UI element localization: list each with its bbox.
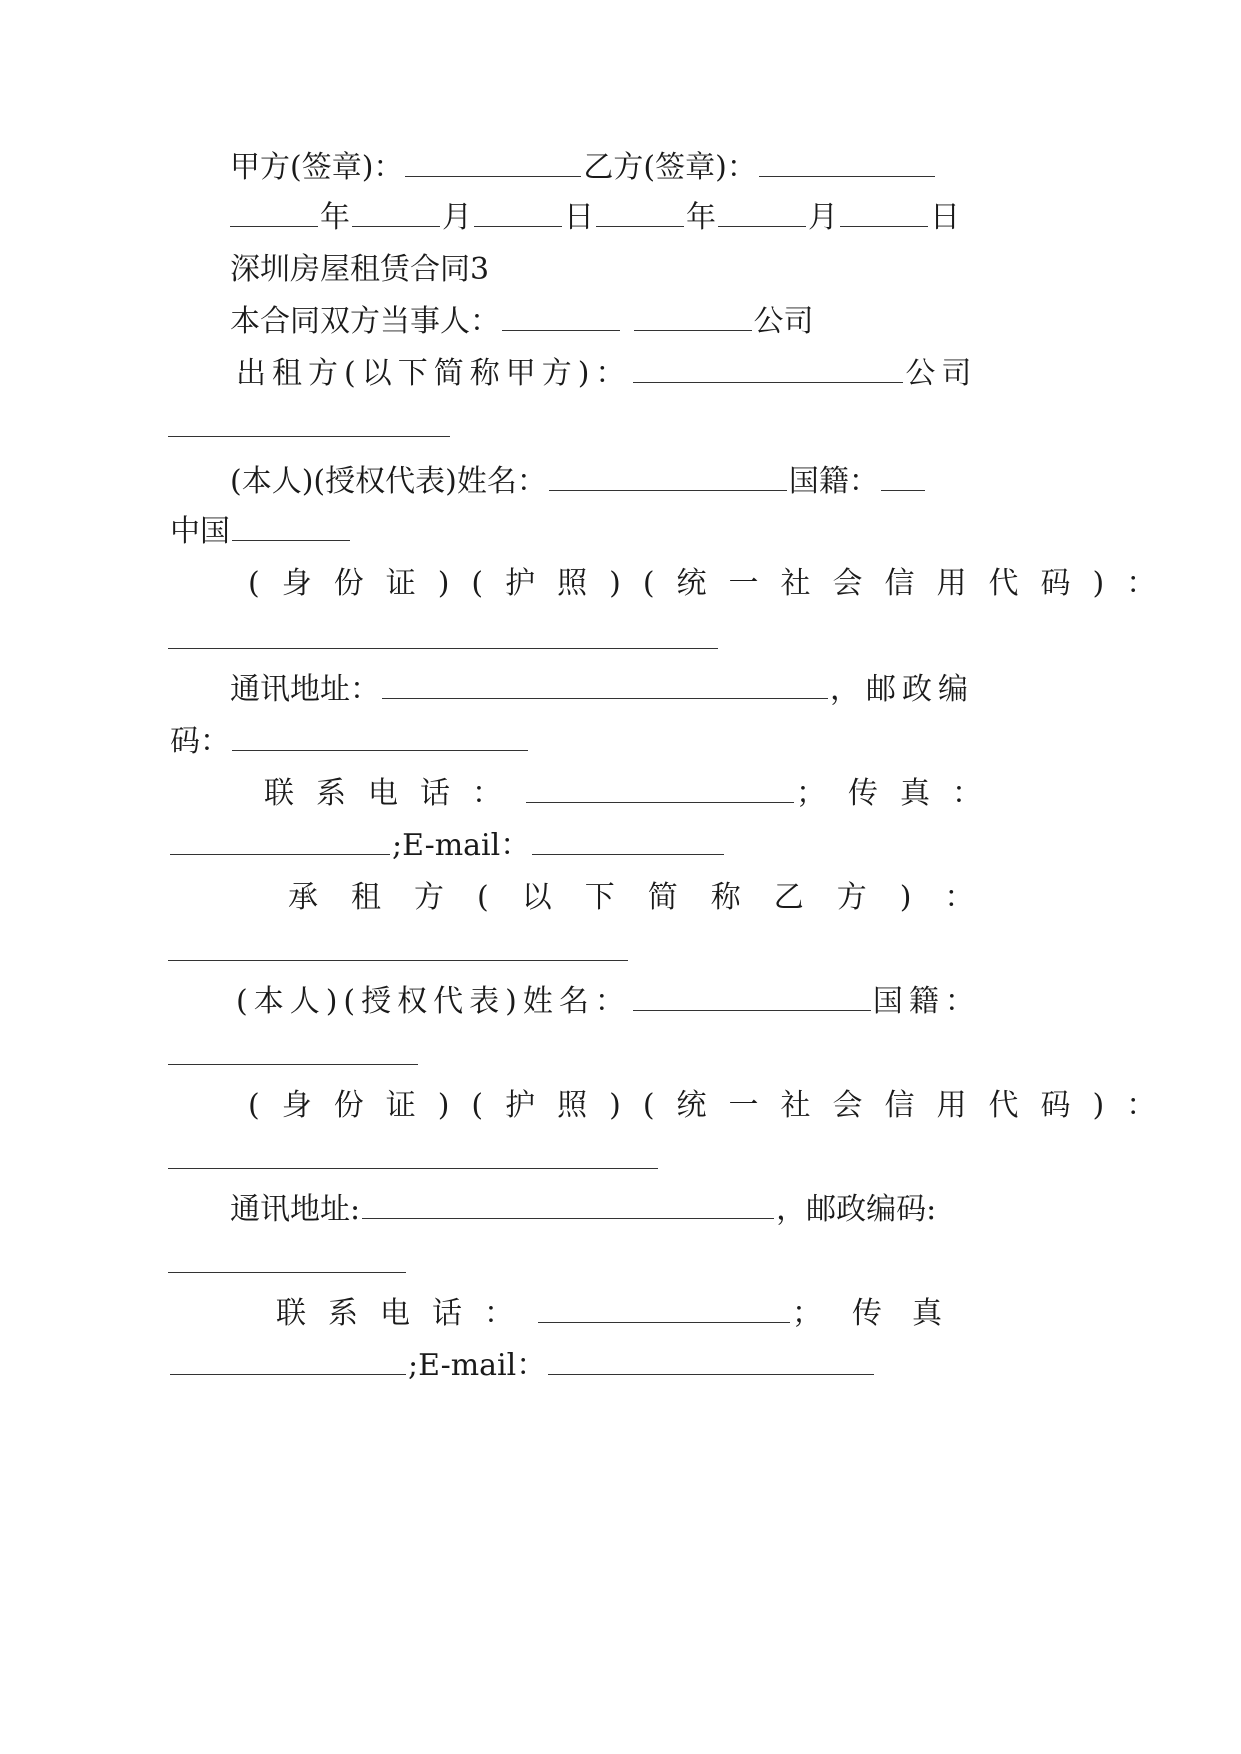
address-blank xyxy=(362,1192,774,1219)
party-a-signature-blank xyxy=(405,150,581,177)
year-blank xyxy=(230,200,318,227)
lessee-nationality-blank xyxy=(168,1064,418,1065)
month-blank xyxy=(718,200,806,227)
lessor-blank xyxy=(633,356,903,383)
email-label: ;E-mail： xyxy=(408,1348,547,1383)
address-label: 通讯地址： xyxy=(230,672,380,707)
lessor-rep-row xyxy=(230,462,927,502)
year-blank xyxy=(596,200,684,227)
lessor-postcode-row xyxy=(170,722,530,762)
fax-label: ；传真 xyxy=(792,1296,972,1331)
rep-name-blank xyxy=(549,464,787,491)
nationality-cont-blank xyxy=(232,514,350,541)
lessee-label: 承租方(以下简称乙方)： xyxy=(288,880,1008,915)
day-blank xyxy=(474,200,562,227)
postcode-label: ，邮政编 xyxy=(830,672,974,707)
rep-name-blank xyxy=(633,984,871,1011)
lessee-postcode-blank xyxy=(168,1272,406,1273)
month-label: 月 xyxy=(808,200,838,235)
lessee-id-label: (身份证)(护照)(统一社会信用代码)： xyxy=(248,1088,1179,1123)
parties-label: 本合同双方当事人： xyxy=(230,304,500,339)
party-blank xyxy=(502,304,620,331)
lessor-id-label: (身份证)(护照)(统一社会信用代码)： xyxy=(248,566,1179,601)
party-b-signature-blank xyxy=(759,150,935,177)
email-blank xyxy=(532,828,724,855)
fax-label: ；传真： xyxy=(796,776,1004,811)
party-a-signature-label: 甲方(签章)： xyxy=(230,150,404,185)
postcode-blank xyxy=(232,724,528,751)
lessee-phone-row xyxy=(276,1294,972,1334)
postcode-label: ，邮政编码: xyxy=(776,1192,937,1227)
signature-row xyxy=(230,148,937,188)
month-label: 月 xyxy=(442,200,472,235)
nationality-label: 国籍： xyxy=(872,984,981,1019)
year-label: 年 xyxy=(686,200,716,235)
lessor-continuation-blank xyxy=(168,436,450,437)
lessee-rep-row xyxy=(236,982,981,1022)
contract-heading: 深圳房屋租赁合同3 xyxy=(230,252,490,287)
fax-blank xyxy=(170,828,390,855)
nationality-cont-row xyxy=(170,512,352,552)
phone-blank xyxy=(538,1296,790,1323)
nationality-blank xyxy=(881,464,925,491)
year-label: 年 xyxy=(320,200,350,235)
lessor-row xyxy=(236,354,977,394)
address-blank xyxy=(382,672,828,699)
postcode-tail-label: 码： xyxy=(170,724,230,759)
party-blank xyxy=(634,304,752,331)
nationality-label: 国籍： xyxy=(788,464,879,499)
lessee-id-blank xyxy=(168,1168,658,1169)
email-blank xyxy=(548,1348,874,1375)
lessee-address-row xyxy=(230,1190,936,1230)
lessor-address-row xyxy=(230,670,974,710)
phone-label: 联系电话： xyxy=(264,776,524,811)
month-blank xyxy=(352,200,440,227)
lessor-phone-row xyxy=(264,774,1004,814)
parties-row xyxy=(230,302,814,342)
phone-label: 联系电话： xyxy=(276,1296,536,1331)
day-label: 日 xyxy=(930,200,960,235)
phone-blank xyxy=(526,776,794,803)
email-label: ;E-mail： xyxy=(392,828,531,863)
lessor-label: 出租方(以下简称甲方)： xyxy=(236,356,632,391)
day-label: 日 xyxy=(564,200,594,235)
rep-name-label: (本人)(授权代表)姓名： xyxy=(236,984,631,1019)
fax-blank xyxy=(170,1348,406,1375)
lessor-id-blank xyxy=(168,648,718,649)
lessee-email-row xyxy=(168,1346,876,1386)
lessee-blank xyxy=(168,960,628,961)
address-label: 通讯地址: xyxy=(230,1192,361,1227)
date-row xyxy=(228,198,960,238)
lessor-email-row xyxy=(168,826,726,866)
rep-name-label: (本人)(授权代表)姓名： xyxy=(230,464,547,499)
nationality-value: 中国 xyxy=(170,514,230,549)
party-b-signature-label: 乙方(签章)： xyxy=(583,150,757,185)
day-blank xyxy=(840,200,928,227)
company-label: 公司 xyxy=(905,356,978,391)
company-label: 公司 xyxy=(753,304,814,339)
